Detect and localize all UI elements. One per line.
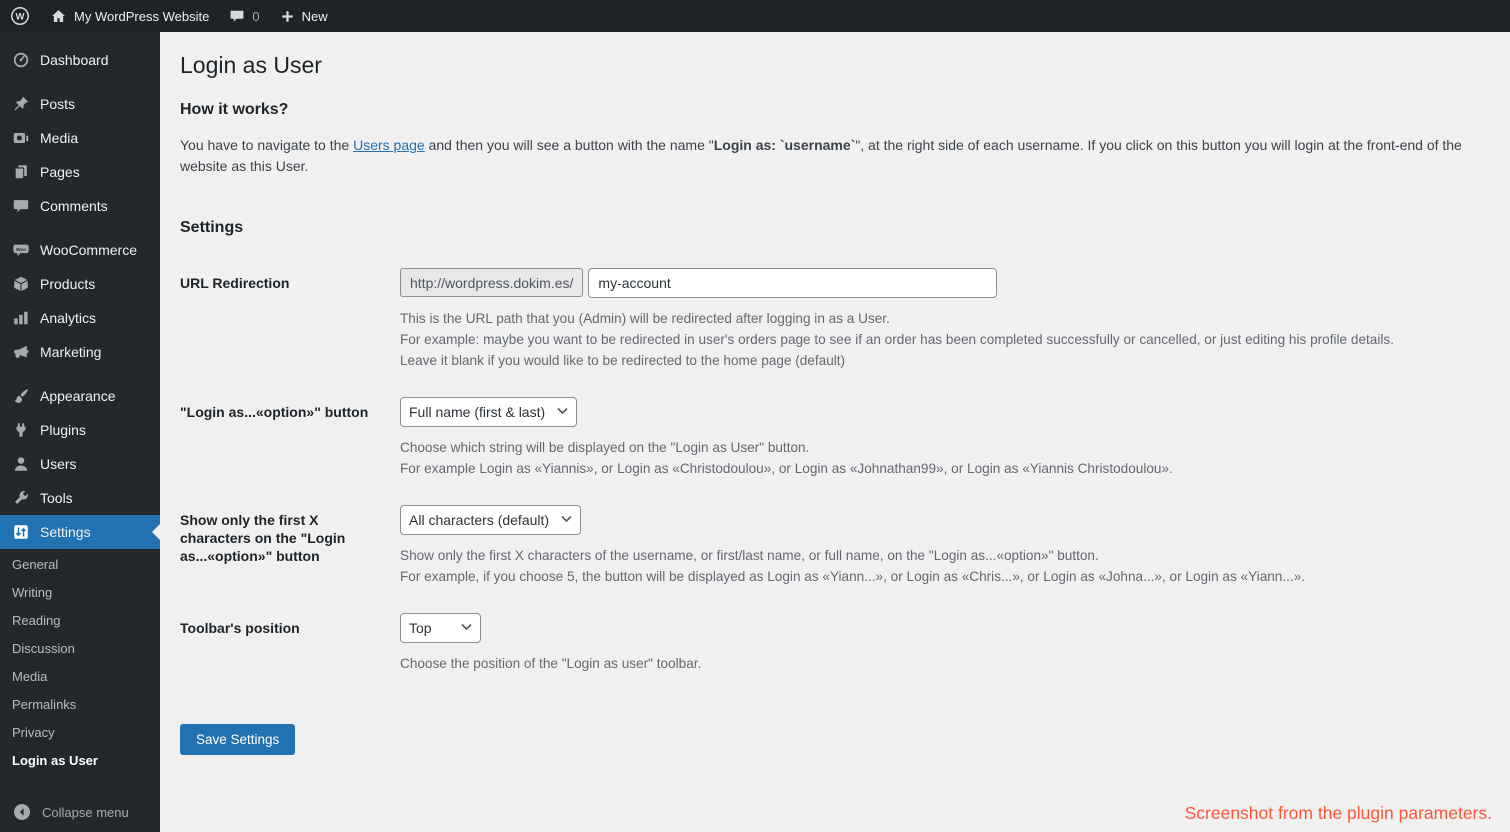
sidebar-item-label: Pages: [40, 164, 80, 180]
sidebar-item-dashboard[interactable]: [0, 43, 160, 77]
submenu-item-login-as-user[interactable]: Login as User: [12, 753, 98, 768]
plugin-icon: [12, 421, 30, 439]
sidebar-item-marketing[interactable]: [0, 335, 160, 369]
description-line: Show only the first X characters of the username, or first/last name, or full name, on the "Login as...«option»" button.: [400, 547, 1099, 563]
megaphone-icon: [12, 343, 30, 361]
submenu-item-writing[interactable]: Writing: [12, 585, 53, 600]
field-description: [400, 437, 1490, 479]
characters-count-select[interactable]: [400, 505, 581, 535]
settings-submenu: [0, 549, 160, 783]
wordpress-logo-menu[interactable]: [0, 0, 40, 32]
submenu-item-reading[interactable]: Reading: [12, 613, 61, 628]
wordpress-logo-icon: [10, 6, 30, 26]
sidebar-item-pages[interactable]: [0, 155, 160, 189]
home-icon: [50, 8, 67, 25]
sidebar-item-settings[interactable]: [0, 515, 160, 549]
description-line: Choose the position of the "Login as user" toolbar.: [400, 655, 702, 671]
sidebar-item-label: Settings: [40, 524, 91, 540]
user-icon: [12, 455, 30, 473]
description-line: Leave it blank if you would like to be redirected to the home page (default): [400, 352, 846, 368]
field-label: Show only the first X characters on the "Login as...«option»" button: [180, 511, 346, 565]
admin-bar: [0, 0, 1510, 32]
settings-field-row-first-x-characters: [180, 505, 1490, 587]
settings-form: [180, 268, 1490, 755]
sidebar-item-label: Products: [40, 276, 96, 292]
pages-icon: [12, 163, 30, 181]
sidebar-item-label: Media: [40, 130, 79, 146]
plus-icon: [280, 9, 295, 24]
woocommerce-icon: [12, 241, 30, 259]
users-page-link[interactable]: Users page: [353, 137, 425, 154]
comment-icon: [229, 8, 245, 24]
collapse-menu-button[interactable]: [0, 792, 160, 832]
sidebar-item-users[interactable]: [0, 447, 160, 481]
svg-text:W: W: [15, 11, 25, 23]
sidebar-item-media[interactable]: [0, 121, 160, 155]
sidebar-item-label: Appearance: [40, 388, 116, 404]
box-icon: [12, 275, 30, 293]
main-content: [160, 32, 1510, 832]
sidebar-item-analytics[interactable]: [0, 301, 160, 335]
sidebar-item-label: Users: [40, 456, 77, 472]
new-content-menu[interactable]: [270, 0, 338, 32]
intro-text-after: ", at the right side of each username. If you click on this button you will login at the front-end of the website as this User.: [180, 137, 1462, 175]
sidebar-item-label: Tools: [40, 490, 73, 506]
sidebar-item-appearance[interactable]: [0, 379, 160, 413]
wrench-icon: [12, 489, 30, 507]
site-name-link[interactable]: [40, 0, 219, 32]
sidebar-item-posts[interactable]: [0, 87, 160, 121]
how-it-works-text: [180, 135, 1490, 177]
login-as-option-select[interactable]: [400, 397, 577, 427]
brush-icon: [12, 387, 30, 405]
sidebar-item-tools[interactable]: [0, 481, 160, 515]
field-description: [400, 308, 1490, 371]
sidebar-item-comments[interactable]: [0, 189, 160, 223]
bar-chart-icon: [12, 309, 30, 327]
intro-text-middle: and then you will see a button with the name ": [424, 137, 714, 154]
submenu-item-discussion[interactable]: Discussion: [12, 641, 75, 656]
intro-bold-text: Login as: `username`: [713, 137, 856, 154]
url-redirection-input[interactable]: [588, 268, 997, 298]
collapse-arrow-icon: [12, 802, 32, 822]
sidebar-item-label: Dashboard: [40, 52, 109, 68]
url-prefix: http://wordpress.dokim.es/: [400, 268, 583, 297]
submenu-item-media[interactable]: Media: [12, 669, 48, 684]
description-line: For example: maybe you want to be redirected in user's orders page to see if an order has been completed successfully or cancelled, or just editing his profile details.: [400, 331, 1394, 347]
svg-text:Woo: Woo: [16, 246, 26, 252]
sidebar-item-products[interactable]: [0, 267, 160, 301]
submenu-item-general[interactable]: General: [12, 557, 59, 572]
sliders-icon: [12, 523, 30, 541]
page-title: Login as User: [180, 52, 322, 78]
sidebar-item-label: Posts: [40, 96, 76, 112]
sidebar-item-label: WooCommerce: [40, 242, 137, 258]
settings-field-row-url-redirection: [180, 268, 1490, 371]
site-name: My WordPress Website: [74, 8, 210, 24]
new-label: New: [301, 8, 328, 24]
description-line: For example Login as «Yiannis», or Login as «Christodoulou», or Login as «Johnathan99», or Login as «Yiannis Christodoulou».: [400, 460, 1173, 476]
settings-heading: Settings: [180, 219, 244, 237]
field-description: [400, 653, 1490, 674]
field-label: "Login as...«option»" button: [180, 403, 369, 420]
media-icon: [12, 129, 30, 147]
sidebar-item-label: Marketing: [40, 344, 102, 360]
save-settings-button[interactable]: Save Settings: [180, 724, 295, 755]
sidebar-item-woocommerce[interactable]: [0, 233, 160, 267]
pushpin-icon: [12, 95, 30, 113]
description-line: This is the URL path that you (Admin) will be redirected after logging in as a User.: [400, 310, 890, 326]
how-it-works-heading: How it works?: [180, 100, 289, 118]
comments-bubble[interactable]: [219, 0, 269, 32]
admin-sidebar: [0, 32, 160, 832]
gauge-icon: [12, 51, 30, 69]
toolbar-position-select[interactable]: [400, 613, 481, 643]
submenu-item-permalinks[interactable]: Permalinks: [12, 697, 77, 712]
sidebar-item-label: Analytics: [40, 310, 97, 326]
comments-count: 0: [252, 8, 260, 24]
sidebar-item-plugins[interactable]: [0, 413, 160, 447]
field-label: URL Redirection: [180, 274, 290, 291]
submenu-item-privacy[interactable]: Privacy: [12, 725, 55, 740]
collapse-menu-label: Collapse menu: [42, 804, 129, 820]
screenshot-note: Screenshot from the plugin parameters.: [1184, 803, 1492, 823]
intro-text-before: You have to navigate to the: [180, 137, 354, 154]
sidebar-item-label: Plugins: [40, 422, 86, 438]
field-label: Toolbar's position: [180, 619, 300, 636]
description-line: Choose which string will be displayed on the "Login as User" button.: [400, 439, 810, 455]
comments-icon: [12, 197, 30, 215]
sidebar-item-label: Comments: [40, 198, 108, 214]
settings-field-row-toolbar-position: [180, 613, 1490, 674]
field-description: [400, 545, 1490, 587]
settings-field-row-login-as-option: [180, 397, 1490, 479]
description-line: For example, if you choose 5, the button will be displayed as Login as «Yiann...», or Login as «Chris...», or Login as «Johna...», or Login as «Yiann...».: [400, 568, 1306, 584]
